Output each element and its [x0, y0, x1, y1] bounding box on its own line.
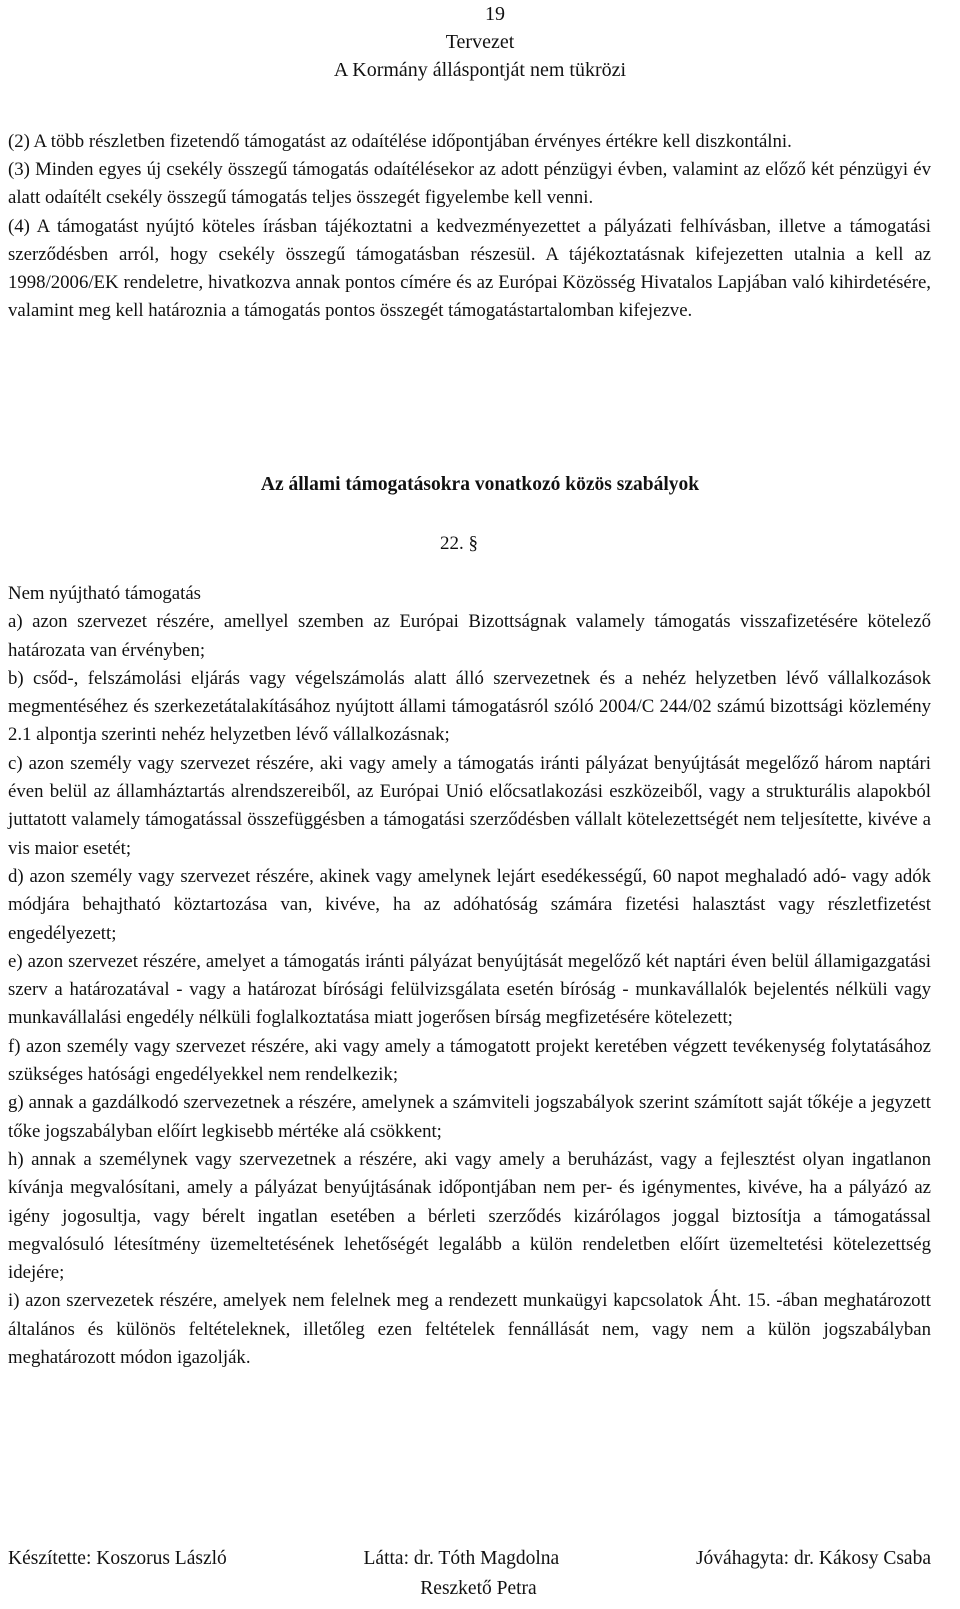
prepared-by: Készítette: Koszorus László: [8, 1548, 227, 1569]
disclaimer: A Kormány álláspontját nem tükrözi: [333, 59, 627, 81]
list-item-b: b) csőd-, felszámolási eljárás vagy végelszámolás alatt álló szervezetnek és a nehéz helyzetben lévő vállalkozások megmentéséhez és szerkezetátalakításához nyújtott állami támogatásról szóló 2004/C 244/02 számú bizottsági közlemény 2.1 alpontja szerinti nehéz helyzetben lévő vállalkozásnak;: [8, 667, 931, 746]
section-number: 22. §: [440, 533, 478, 554]
approved-by: Jóváhagyta: dr. Kákosy Csaba: [695, 1548, 931, 1569]
list-item-h: h) annak a személynek vagy szervezetnek a részére, aki vagy amely a beruházást, vagy a fejlesztést olyan ingatlanon kívánja megvalósítani, amely a pályázat benyújtásának időpontjában nem per- és igénymentes, kivéve, ha a pályázó az igény jogosultja, vagy bérelt ingatlan esetében a bérleti szerződés kizárólagos joggal biztosítja a támogatással megvalósuló létesítmény üzemeltetésének lehetőségét legalább a külön rendeletben előírt üzemeltetési kötelezettség idejére;: [8, 1148, 931, 1284]
list-item-d: d) azon személy vagy szervezet részére, akinek vagy amelynek lejárt esedékességű, 60 napot meghaladó adó- vagy adók módjára behajtható köztartozása van, kivéve, ha az adóhatóság számára fizetési halasztást vagy részletfizetést engedélyezett;: [8, 865, 931, 944]
footer-second-line: Reszkető Petra: [420, 1578, 537, 1599]
seen-by: Látta: dr. Tóth Magdolna: [363, 1548, 560, 1569]
exclusion-list: [8, 580, 931, 1372]
draft-label: Tervezet: [445, 31, 515, 53]
page-footer: [8, 1544, 931, 1604]
section-title: Az állami támogatásokra vonatkozó közös szabályok: [260, 474, 700, 495]
paragraph-4: (4) A támogatást nyújtó köteles írásban tájékoztatni a kedvezményezettet a pályázati felhívásban, illetve a támogatási szerződésben arról, hogy csekély összegű támogatásban részesül. A tájékoztatásnak kifejezetten utalnia a kell az 1998/2006/EK rendeletre, hivatkozva annak pontos címére és az Európai Közösség Hivatalos Lapjában való kihirdetésére, valamint meg kell határoznia a támogatás pontos összegét támogatástartalomban kifejezve.: [8, 215, 931, 322]
intro-paragraphs: [8, 128, 931, 325]
list-item-c: c) azon személy vagy szervezet részére, aki vagy amely a támogatás iránti pályázat benyújtását megelőző három naptári éven belül az államháztartás alrendszereiből, az Európai Unió előcsatlakozási eszközeiből, vagy a strukturális alapokból juttatott valamely támogatással összefüggésben a támogatási szerződésben vállalt kötelezettségét nem teljesítette, kivéve a vis maior esetét;: [8, 752, 931, 859]
list-item-a: a) azon szervezet részére, amellyel szemben az Európai Bizottságnak valamely támogatás visszafizetésére kötelező határozata van érvényben;: [8, 611, 931, 661]
list-item-g: g) annak a gazdálkodó szervezetnek a részére, amelynek a számviteli jogszabályok szerint számított saját tőkéje a jegyzett tőke jogszabályban előírt legkisebb mértéke alá csökkent;: [8, 1092, 931, 1142]
footer-signatures: [8, 1544, 931, 1574]
list-item-i: i) azon szervezetek részére, amelyek nem felelnek meg a rendezett munkaügyi kapcsolatok Áht. 15. -ában meghatározott általános és különös feltételeknek, illetőleg ezen feltételek fennállását nem, vagy nem a külön jogszabályban meghatározott módon igazolják.: [8, 1290, 931, 1369]
list-item-e: e) azon szervezet részére, amelyet a támogatás iránti pályázat benyújtását megelőző két naptári éven belül államigazgatási szerv a határozatával - vagy a határozat bírósági felülvizsgálata esetén bíróság - munkavállalók bejelentés nélküli vagy munkavállalási engedély nélküli foglalkoztatása miatt jogerősen bírság megfizetésére kötelezett;: [8, 950, 931, 1029]
paragraph-3: (3) Minden egyes új csekély összegű támogatás odaítélésekor az adott pénzügyi évben, valamint az előző két pénzügyi év alatt odaítélt csekély összegű támogatás teljes összegét figyelembe kell venni.: [8, 159, 931, 209]
page-number: 19: [485, 3, 505, 25]
list-item-f: f) azon személy vagy szervezet részére, aki vagy amely a támogatott projekt keretében végzett tevékenység folytatásához szükséges hatósági engedélyekkel nem rendelkezik;: [8, 1035, 931, 1086]
page-header: [0, 0, 960, 84]
list-intro: Nem nyújtható támogatás: [8, 583, 201, 604]
paragraph-2: (2) A több részletben fizetendő támogatást az odaítélése időpontjában érvényes értékre kell diszkontálni.: [8, 131, 792, 152]
